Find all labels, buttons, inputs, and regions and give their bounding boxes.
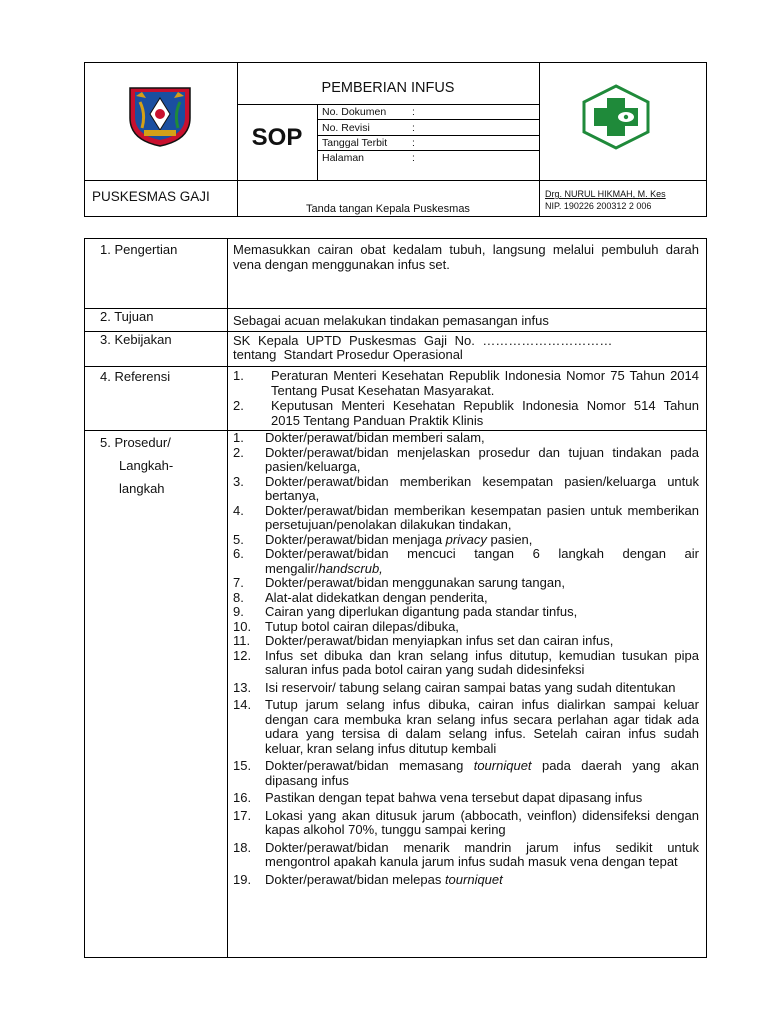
list-item: 2. Keputusan Menteri Kesehatan Republik Indonesia Nomor 514 Tahun 2015 Tentang Panduan Praktik Klinis bbox=[233, 398, 699, 428]
list-item: 11. Dokter/perawat/bidan menyiapkan infus set dan cairan infus, bbox=[233, 633, 614, 648]
list-item: 3. Dokter/perawat/bidan memberikan kesempatan pasien/keluarga untuk bertanya, bbox=[233, 473, 699, 503]
list-item: 14. Tutup jarum selang infus dibuka, cairan infus dialirkan sampai keluar dengan cara membuka kran selang infus secara perlahan agar tidak ada udara yang tersisa di dalam selang infus. Setelah cairan infus sudah keluar, kran selang infus ditutup kembali bbox=[233, 697, 699, 756]
prosedur-steps bbox=[229, 431, 699, 887]
list-item: 7. Dokter/perawat/bidan menggunakan sarung tangan, bbox=[233, 575, 565, 590]
list-item: 4. Dokter/perawat/bidan memberikan kesempatan pasien untuk memberikan persetujuan/penolakan dilakukan tindakan, bbox=[233, 502, 699, 532]
label-referensi: 4. Referensi bbox=[100, 369, 171, 384]
regency-emblem-logo bbox=[126, 84, 194, 148]
text-tujuan: Sebagai acuan melakukan tindakan pemasangan infus bbox=[233, 313, 549, 328]
document-title: PEMBERIAN INFUS bbox=[321, 80, 455, 96]
label-tujuan: 2. Tujuan bbox=[100, 309, 154, 324]
head-nip: NIP. 190226 200312 2 006 bbox=[545, 201, 652, 211]
list-item: 12. Infus set dibuka dan kran selang infus ditutup, kemudian tusukan pipa saluran infus pada botol cairan yang sudah didesinfeksi bbox=[233, 647, 699, 677]
meta-label-no-dokumen: No. Dokumen bbox=[322, 106, 387, 118]
head-name: Drg. NURUL HIKMAH, M. Kes bbox=[545, 189, 666, 199]
puskesmas-logo bbox=[580, 84, 652, 150]
list-item: 13. Isi reservoir/ tabung selang cairan sampai batas yang sudah ditentukan bbox=[233, 679, 676, 695]
list-item: 17. Lokasi yang akan ditusuk jarum (abbocath, veinflon) didensifeksi dengan kapas alkohol 70%, tunggu sampai kering bbox=[233, 807, 699, 837]
signature-caption: Tanda tangan Kepala Puskesmas bbox=[306, 203, 470, 215]
label-kebijakan: 3. Kebijakan bbox=[100, 332, 172, 347]
label-prosedur: 5. Prosedur/ Langkah- langkah bbox=[100, 435, 174, 496]
label-pengertian: 1. Pengertian bbox=[100, 242, 178, 257]
list-item: 15. Dokter/perawat/bidan memasang tourniquet pada daerah yang akan dipasang infus bbox=[233, 758, 699, 788]
list-item: 19. Dokter/perawat/bidan melepas tourniquet bbox=[233, 871, 503, 887]
text-kebijakan-line2: tentang Standart Prosedur Operasional bbox=[233, 347, 463, 362]
text-pengertian: Memasukkan cairan obat kedalam tubuh, langsung melalui pembuluh darah vena dengan menggunakan infus set. bbox=[233, 242, 699, 272]
meta-label-tanggal-terbit: Tanggal Terbit bbox=[322, 137, 388, 149]
list-item: 9. Cairan yang diperlukan digantung pada standar tinfus, bbox=[233, 604, 578, 619]
organization-name: PUSKESMAS GAJI bbox=[92, 189, 210, 204]
list-item: 6. Dokter/perawat/bidan mencuci tangan 6 langkah dengan air mengalir/handscrub, bbox=[233, 546, 699, 576]
list-item: 5. Dokter/perawat/bidan menjaga privacy pasien, bbox=[233, 531, 533, 547]
meta-label-halaman: Halaman bbox=[322, 152, 365, 164]
list-item: 8. Alat-alat didekatkan dengan penderita, bbox=[233, 589, 488, 605]
list-item: 18. Dokter/perawat/bidan menarik mandrin jarum infus sedikit untuk mengontrol apakah kanula jarum infus sudah masuk vena dengan tepat bbox=[233, 839, 699, 869]
meta-label-no-revisi: No. Revisi bbox=[322, 122, 370, 134]
text-kebijakan-line1: SK Kepala UPTD Puskesmas Gaji No. ………………………… bbox=[233, 333, 613, 348]
list-item: 16. Pastikan dengan tepat bahwa vena tersebut dapat dipasang infus bbox=[233, 790, 643, 805]
referensi-list bbox=[229, 369, 699, 428]
sop-label: SOP bbox=[251, 124, 303, 151]
list-item: 2. Dokter/perawat/bidan menjelaskan prosedur dan tujuan tindakan pada pasien/keluarga, bbox=[233, 444, 699, 474]
list-item: 1. Peraturan Menteri Kesehatan Republik Indonesia Nomor 75 Tahun 2014 Tentang Pusat Kesehatan Masyarakat. bbox=[233, 368, 699, 398]
list-item: 1. Dokter/perawat/bidan memberi salam, bbox=[233, 430, 485, 445]
list-item: 10. Tutup botol cairan dilepas/dibuka, bbox=[233, 618, 459, 634]
meta-rows: No. Dokumen : No. Revisi : Tanggal Terbit : Halaman : bbox=[317, 104, 539, 180]
